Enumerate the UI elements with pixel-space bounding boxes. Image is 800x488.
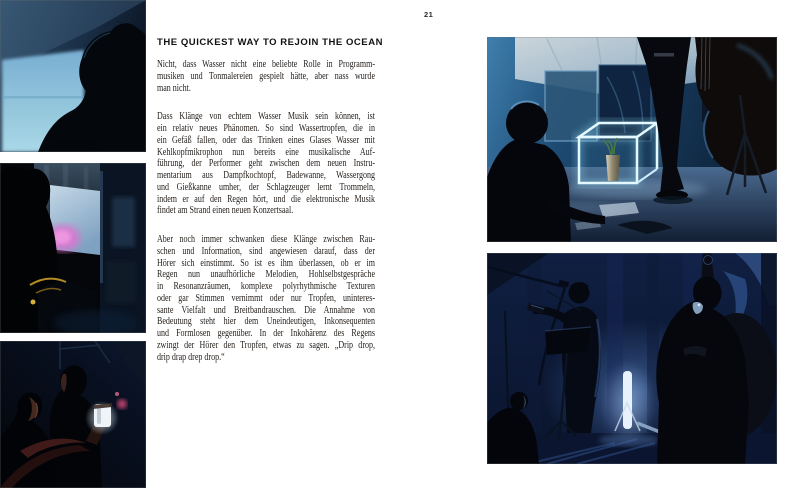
body-line: Bedeutung steht hier dem Uneindeutigen, Inkonsequenten [157,316,376,328]
body-line: findet am Strand einen neuen Konzertsaal. [157,205,294,217]
page-number: 21 [424,10,434,19]
body-line: Nicht, dass Wasser nicht eine beliebte Rolle in Programm- [157,59,376,70]
body-line: oder gar Stimmen vernimmt oder nur Tropfen, uninteres- [157,292,376,304]
body-line: mentarium aus Dampfkochtopf, Badewanne, Wassergong [157,170,376,181]
article-heading: THE QUICKEST WAY TO REJOIN THE OCEAN [157,37,384,48]
body-line: führung, der Performer geht zwischen dem neuen Instru- [157,158,376,170]
body-line: indem er auf den Regen hört, und die elektronische Musik [157,193,376,205]
body-line: ein relativ neues Phänomen. So sind Wassertropfen, die in [157,123,376,134]
photo-illustration [0,0,146,152]
body-line: man nicht. [157,82,191,94]
body-line: und Gießkanne umher, der Schlagzeuger lernt Trommeln, [157,181,376,193]
body-line: drip drap drep drop.“ [157,351,225,363]
body-line: sante Vielfalt und Breitbandrauschen. Die Annahme von [157,304,376,316]
article-body [157,59,375,380]
body-line: und Formlosen gegenüber. In der Inkohärenz des Regens [157,328,376,339]
body-line: Kehlkopfmikrophon nun bereits eine musikalische Auf- [157,146,376,158]
photo-audience-glowing-glass [0,341,146,488]
photo-violinist-and-bassist [487,253,777,464]
photo-illustration [0,341,146,488]
photo-performer-screen-pink-light [0,163,146,333]
photo-illustration [487,253,777,464]
body-line: zwingt der Hörer den Tropfen, etwas zu sagen. „Drip drop, [157,339,376,351]
body-line: schen und Information, sind angewiesen darauf, dass der [157,245,376,257]
photo-silhouette-blue-projection [0,0,146,152]
photo-stage-glowing-cube-double-bass [487,37,777,242]
body-line: Regen nun unaufhörliche Melodien, Hohlselbstgespräche [157,269,376,281]
body-line: in Resonanzräumen, komplexe polyrhythmische Texturen [157,281,376,292]
paragraph [157,234,375,363]
paragraph [157,111,375,217]
body-line: ein Gefäß fallen, oder das Trinken eines Glases Wasser mit [157,134,376,146]
photo-illustration [487,37,777,242]
paragraph [157,59,375,94]
photo-illustration [0,163,146,333]
body-line: Aber noch immer schwanken diese Klänge zwischen Rau- [157,234,376,245]
body-line: Dass Klänge von echtem Wasser Musik sein können, ist [157,111,376,123]
body-line: Hörer sich einstimmt. So ist es ihm überlassen, ob er im [157,257,376,269]
body-line: musiken und Tonmalereien gespielt hätte, aber nass wurde [157,70,376,82]
